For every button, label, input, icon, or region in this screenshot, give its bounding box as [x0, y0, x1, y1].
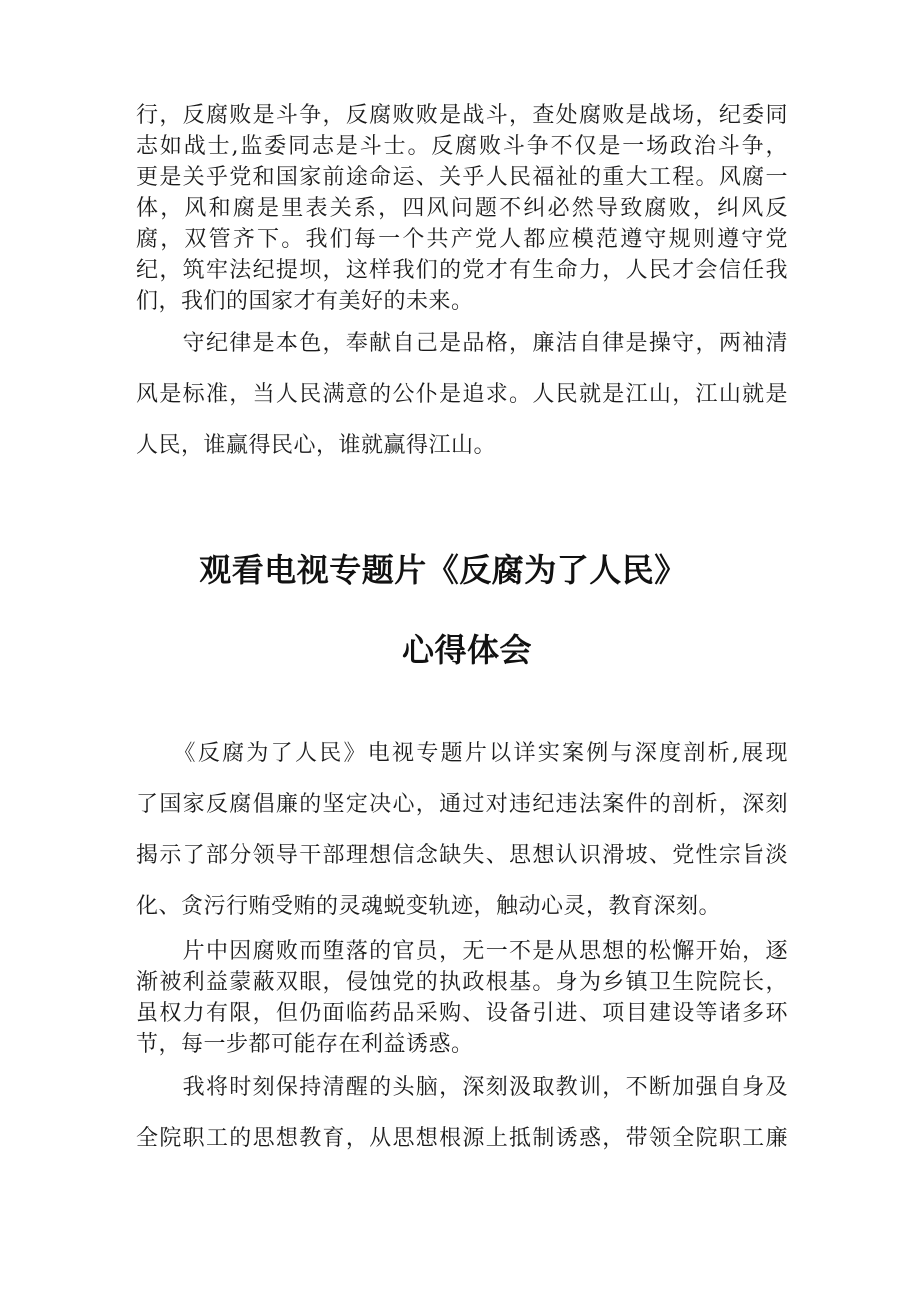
text-line: 渐被利益蒙蔽双眼，侵蚀党的执政根基。身为乡镇卫生院院长， [136, 970, 788, 995]
text-line: 我将时刻保持清醒的头脑，深刻汲取教训，不断加强自身及 [136, 1075, 788, 1100]
paragraph-2 [136, 318, 788, 471]
text-line: 虽权力有限，但仍面临药品采购、设备引进、项目建设等诸多环 [136, 1001, 788, 1026]
text-line: 行，反腐败是斗争，反腐败败是战斗，查处腐败是战场，纪委同 [136, 103, 788, 128]
text-line: 片中因腐败而堕落的官员，无一不是从思想的松懈开始，逐 [136, 939, 788, 964]
text-line: 全院职工的思想教育，从思想根源上抵制诱惑，带领全院职工廉 [136, 1126, 788, 1151]
text-line: 守纪律是本色，奉献自己是品格，廉洁自律是操守，两袖清 [136, 331, 788, 356]
text-line: 风是标准，当人民满意的公仆是追求。人民就是江山，江山就是 [136, 382, 788, 407]
text-line: 人民，谁赢得民心，谁就赢得江山。 [136, 433, 497, 458]
document-title-line-1: 观看电视专题片《反腐为了人民》 [199, 551, 687, 589]
text-line: 更是关乎党和国家前途命运、关乎人民福祉的重大工程。风腐一 [136, 165, 788, 190]
text-line: 志如战士,监委同志是斗士。反腐败斗争不仅是一场政治斗争， [136, 134, 788, 159]
text-line: 了国家反腐倡廉的坚定决心，通过对违纪违法案件的剖析，深刻 [136, 792, 788, 817]
text-line: 化、贪污行贿受贿的灵魂蜕变轨迹，触动心灵，教育深刻。 [136, 894, 722, 919]
paragraph-3 [136, 728, 788, 932]
text-line: 纪，筑牢法纪提坝，这样我们的党才有生命力，人民才会信任我 [136, 258, 788, 283]
paragraph-4 [136, 936, 788, 1060]
text-line: 揭示了部分领导干部理想信念缺失、思想认识滑坡、党性宗旨淡 [136, 843, 788, 868]
text-line: 节，每一步都可能存在利益诱惑。 [136, 1032, 474, 1057]
document-title-line-2: 心得体会 [401, 631, 532, 669]
paragraph-5 [136, 1062, 788, 1164]
paragraph-1 [136, 100, 788, 317]
text-line: 腐，双管齐下。我们每一个共产党人都应模范遵守规则遵守党 [136, 227, 788, 252]
text-line: 们，我们的国家才有美好的未来。 [136, 289, 474, 314]
text-line: 《反腐为了人民》电视专题片以详实案例与深度剖析,展现 [136, 741, 788, 766]
text-line: 体，风和腐是里表关系，四风问题不纠必然导致腐败，纠风反 [136, 196, 788, 221]
